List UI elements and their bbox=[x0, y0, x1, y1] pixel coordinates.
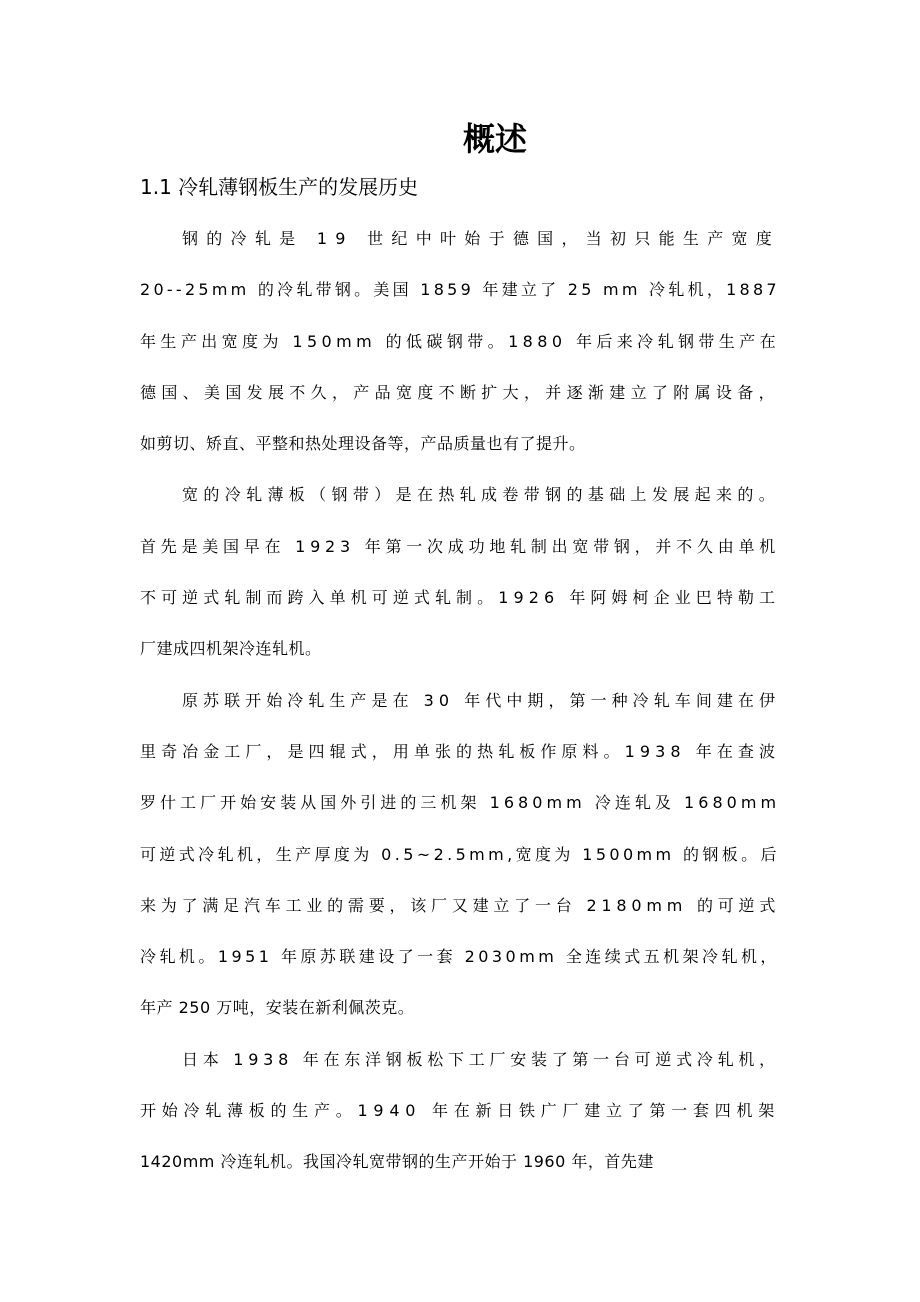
text-line: 首先是美国早在 1923 年第一次成功地轧制出宽带钢，并不久由单机 bbox=[140, 536, 780, 556]
text-line: 日本 1938 年在东洋钢板松下工厂安装了第一台可逆式冷轧机， bbox=[182, 1049, 780, 1069]
text-line: 冷轧机。1951 年原苏联建设了一套 2030mm 全连续式五机架冷轧机， bbox=[140, 947, 780, 967]
text-line: 年产 250 万吨，安装在新利佩茨克。 bbox=[140, 998, 415, 1018]
paragraph bbox=[140, 1043, 780, 1197]
text-line: 钢的冷轧是 19 世纪中叶始于德国，当初只能生产宽度 bbox=[182, 229, 781, 248]
text-line: 1420mm 冷连轧机。我国冷轧宽带钢的生产开始于 1960 年，首先建 bbox=[140, 1152, 654, 1172]
page-title: 概述 bbox=[462, 120, 527, 158]
text-line: 罗什工厂开始安装从国外引进的三机架 1680mm 冷连轧及 1680mm bbox=[140, 793, 781, 813]
text-line: 宽的冷轧薄板（钢带）是在热轧成卷带钢的基础上发展起来的。 bbox=[182, 485, 781, 505]
text-line: 来为了满足汽车工业的需要，该厂又建立了一台 2180mm 的可逆式 bbox=[140, 895, 781, 915]
text-line: 如剪切、矫直、平整和热处理设备等，产品质量也有了提升。 bbox=[140, 434, 586, 454]
text-line: 可逆式冷轧机，生产厚度为 0.5~2.5mm,宽度为 1500mm 的钢板。后 bbox=[140, 844, 780, 864]
text-line: 不可逆式轧制而跨入单机可逆式轧制。1926 年阿姆柯企业巴特勒工 bbox=[140, 588, 781, 608]
text-line: 年生产出宽度为 150mm 的低碳钢带。1880 年后来冷轧钢带生产在 bbox=[140, 331, 781, 351]
document-body bbox=[140, 222, 780, 1197]
paragraph bbox=[140, 478, 780, 683]
text-line: 20--25mm 的冷轧带钢。美国 1859 年建立了 25 mm 冷轧机，1887 bbox=[140, 280, 780, 300]
text-line: 开始冷轧薄板的生产。1940 年在新日铁广厂建立了第一套四机架 bbox=[140, 1101, 781, 1121]
text-line: 原苏联开始冷轧生产是在 30 年代中期，第一种冷轧车间建在伊 bbox=[182, 690, 781, 710]
text-line: 里奇冶金工厂，是四辊式，用单张的热轧板作原料。1938 年在查波 bbox=[140, 741, 781, 761]
section-heading: 1.1 冷轧薄钢板生产的发展历史 bbox=[140, 175, 419, 199]
text-line: 德国、美国发展不久，产品宽度不断扩大，并逐渐建立了附属设备， bbox=[140, 382, 780, 402]
text-line: 厂建成四机架冷连轧机。 bbox=[140, 639, 322, 659]
paragraph bbox=[140, 684, 780, 1043]
paragraph bbox=[140, 222, 780, 478]
